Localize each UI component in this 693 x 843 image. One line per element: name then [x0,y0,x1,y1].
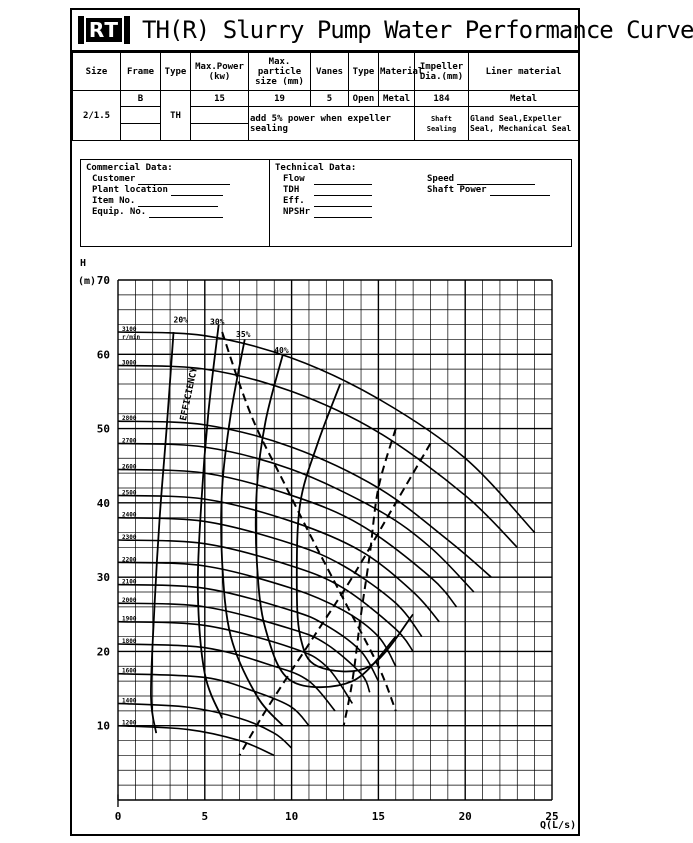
hdr-max-particle: Max. particle size (mm) [249,53,311,91]
field-label: Item No. [92,196,136,206]
field-label: Equip. No. [92,207,147,217]
hdr-liner-material: Liner material [469,53,579,91]
field-label: Flow [283,174,305,184]
hdr-type: Type [161,53,191,91]
hdr-impeller-dia: Impeller Dia.(mm) [415,53,469,91]
speed-unit-label: r/min [122,334,141,341]
val-frame: B [121,91,161,107]
shaft-sealing-label: Shaft Sealing [415,107,469,141]
commercial-title: Commercial Data: [86,163,173,173]
x-tick-label: 5 [201,810,209,823]
efficiency-label-40: 40% [274,345,289,355]
rt-logo: RT [78,16,130,44]
technical-title: Technical Data: [275,163,357,173]
y-tick-label: 60 [96,348,110,362]
y-tick-label: 20 [96,645,110,659]
efficiency-label-35: 35% [236,330,251,340]
hdr-material: Material [379,53,415,91]
val-impeller-dia: 184 [415,91,469,107]
expeller-note: add 5% power when expeller sealing [249,107,415,141]
speed-label: 1900 [122,615,137,623]
shaft-sealing-value: Gland Seal,Expeller Seal, Mechanical Seal [469,107,579,141]
hdr-frame: Frame [121,53,161,91]
y-tick-label: 40 [96,496,110,510]
speed-label: 1800 [122,638,137,645]
speed-curve [118,585,378,682]
val-material: Metal [379,91,415,107]
val-vanes: 5 [311,91,349,107]
speed-curve [118,603,370,692]
speed-label: 2800 [122,415,137,423]
speed-curve [118,495,439,621]
hdr-impeller-type: Type [349,53,379,91]
speed-label: 2100 [122,578,137,586]
speed-label: 1200 [122,719,137,727]
field-label: TDH [283,185,300,195]
field-label: NPSHr [283,207,311,217]
speed-label: 2500 [122,489,137,497]
efficiency-label-30: 30% [210,317,225,327]
field-label: Plant location [92,185,168,195]
speed-label: 2400 [122,511,137,519]
val-liner-material: Metal [469,91,579,107]
efficiency-axis-label: EFFICIENCY [178,366,200,422]
val-size: 2/1.5 [73,91,121,141]
val-max-particle: 19 [249,91,311,107]
y-tick-label: 10 [96,719,110,733]
x-axis-label: Q(L/s) [540,820,577,831]
x-tick-label: 0 [114,810,122,823]
field-label: Eff. [283,196,305,206]
speed-label: 1400 [122,697,137,705]
y-tick-label: 70 [96,274,110,287]
origin-mark: | [114,793,122,807]
efficiency-curve [256,354,396,687]
page-title: TH(R) Slurry Pump Water Performance Curve [142,16,693,44]
efficiency-label-20: 20% [173,315,189,325]
speed-label: 2600 [122,463,137,471]
x-tick-label: 10 [284,810,299,823]
speed-label: 1600 [122,667,137,675]
hdr-size: Size [73,53,121,91]
dashed-curve [240,443,431,755]
speed-label: 2200 [122,556,137,564]
val-impeller-type: Open [349,91,379,107]
x-tick-label: 15 [371,810,386,823]
hdr-vanes: Vanes [311,53,349,91]
y-axis-unit: (m) [78,276,97,287]
field-label: Speed [427,174,455,184]
speed-label: 3100 [122,326,137,333]
x-tick-label: 20 [458,810,472,823]
y-tick-label: 50 [96,422,110,436]
speed-label: 2300 [122,534,137,541]
val-type: TH [161,91,191,141]
x-tick-label: 25 [545,810,559,823]
speed-curve [118,365,517,547]
speed-label: 2000 [122,597,137,605]
y-axis-label: H [80,258,87,269]
y-tick-label: 30 [96,571,110,585]
val-max-power: 15 [191,91,249,107]
hdr-max-power: Max.Power (kw) [191,53,249,91]
speed-label: 2700 [122,437,137,445]
speed-label: 3000 [122,359,137,367]
field-label: Shaft Power [427,185,487,195]
field-label: Customer [92,174,136,184]
